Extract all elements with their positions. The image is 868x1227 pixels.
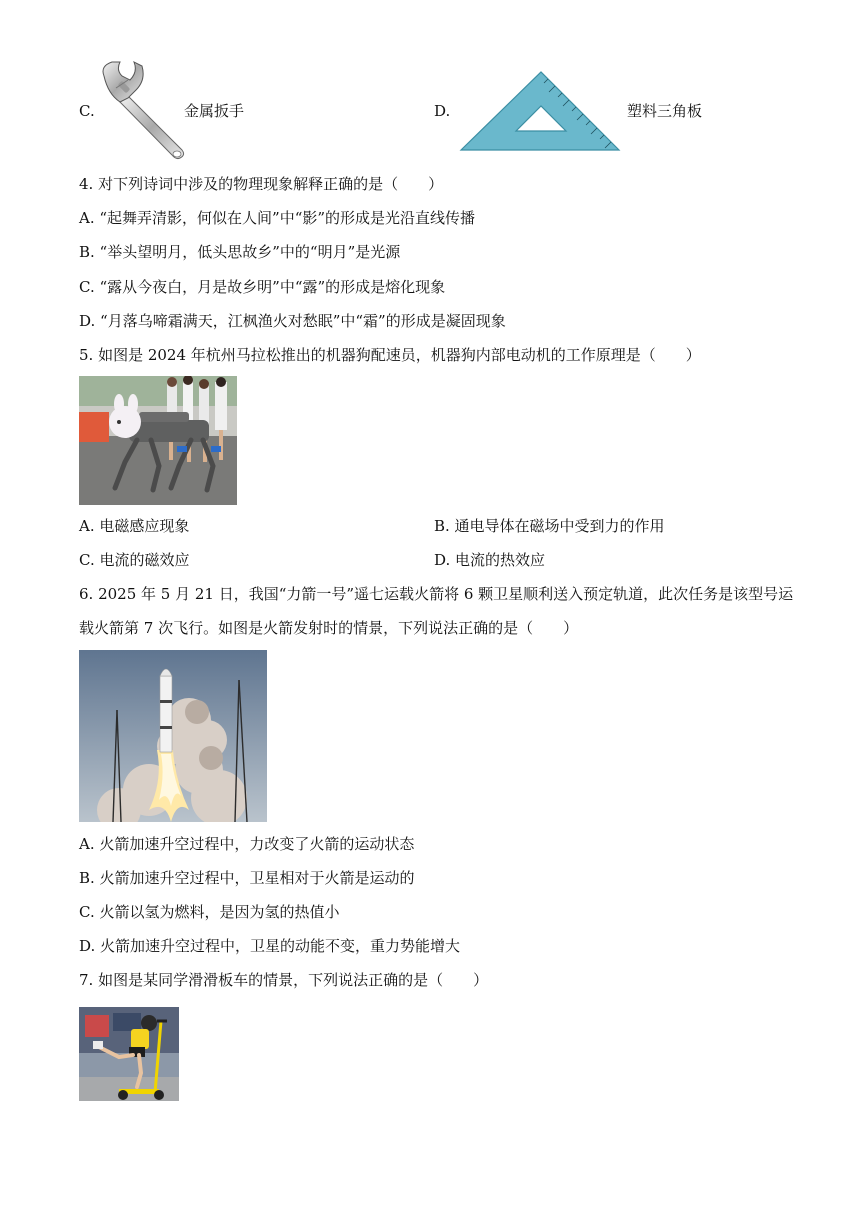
- q3-option-c-letter: C.: [79, 102, 95, 120]
- q3-option-d-letter: D.: [434, 102, 451, 120]
- q7-stem: 7. 如图是某同学滑滑板车的情景，下列说法正确的是（ ）: [79, 971, 489, 989]
- q3-option-d-text: 塑料三角板: [627, 102, 703, 120]
- wrench-image: [98, 58, 188, 162]
- q4-option-b: B. “举头望明月，低头思故乡”中的“明月”是光源: [79, 243, 401, 261]
- q6-stem-line2: 载火箭第 7 次飞行。如图是火箭发射时的情景，下列说法正确的是（ ）: [79, 619, 579, 637]
- q3-option-c-text: 金属扳手: [184, 102, 245, 120]
- rocket-launch-photo: [79, 650, 267, 822]
- q5-option-d: D. 电流的热效应: [434, 551, 546, 569]
- q5-stem: 5. 如图是 2024 年杭州马拉松推出的机器狗配速员，机器狗内部电动机的工作原理是（ ）: [79, 346, 701, 364]
- robot-dog-photo: [79, 376, 237, 505]
- q5-option-a: A. 电磁感应现象: [79, 517, 190, 535]
- q5-option-b: B. 通电导体在磁场中受到力的作用: [434, 517, 665, 535]
- q6-option-a: A. 火箭加速升空过程中，力改变了火箭的运动状态: [79, 835, 415, 853]
- q6-option-b: B. 火箭加速升空过程中，卫星相对于火箭是运动的: [79, 869, 415, 887]
- q4-option-a: A. “起舞弄清影，何似在人间”中“影”的形成是光沿直线传播: [79, 209, 476, 227]
- q6-stem-line1: 6. 2025 年 5 月 21 日，我国“力箭一号”遥七运载火箭将 6 颗卫星顺利送入预定轨道，此次任务是该型号运: [79, 585, 794, 603]
- q4-option-c: C. “露从今夜白，月是故乡明”中“露”的形成是熔化现象: [79, 278, 446, 296]
- q6-option-d: D. 火箭加速升空过程中，卫星的动能不变，重力势能增大: [79, 937, 461, 955]
- q6-option-c: C. 火箭以氢为燃料，是因为氢的热值小: [79, 903, 340, 921]
- q4-stem: 4. 对下列诗词中涉及的物理现象解释正确的是（ ）: [79, 175, 444, 193]
- q4-option-d: D. “月落乌啼霜满天，江枫渔火对愁眠”中“霜”的形成是凝固现象: [79, 312, 506, 330]
- q5-option-c: C. 电流的磁效应: [79, 551, 190, 569]
- scooter-photo: [79, 1007, 179, 1101]
- triangle-ruler-image: [458, 68, 622, 154]
